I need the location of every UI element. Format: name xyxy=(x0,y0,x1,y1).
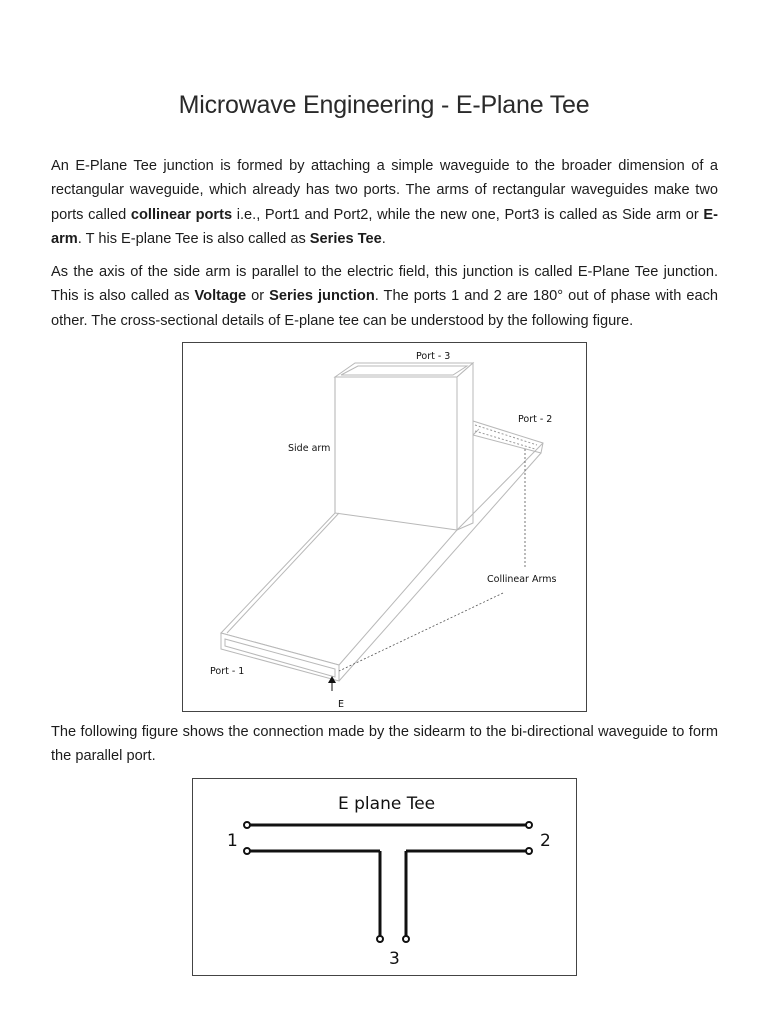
page-title: Microwave Engineering - E-Plane Tee xyxy=(178,91,590,119)
bold-term-series-junction: Series junction xyxy=(269,288,375,305)
bold-term-collinear-ports: collinear ports xyxy=(130,206,233,223)
waveguide-outline xyxy=(221,363,543,681)
paragraph-text: . The ports 1 and 2 are 180° out of phase with each other. The cross-sectional details of E-plane tee can be understood by the following figure. xyxy=(51,288,718,329)
paragraph-text: As the axis of the side arm is parallel to the electric field, this junction is called E-Plane Tee junction. This is also called as xyxy=(51,264,718,305)
paragraph-text: An E-Plane Tee junction is formed by attaching a simple waveguide to the broader dimension of a rectangular waveguide, which already has two ports. The arms of rectangular waveguides make two ports called xyxy=(51,158,718,223)
paragraph-text: . T his E-plane Tee is also called as xyxy=(77,230,310,247)
paragraph-axis xyxy=(51,260,718,333)
e-plane-tee-3d-figure xyxy=(182,342,587,712)
bold-term-e-arm: E-arm xyxy=(51,206,718,247)
label-port-1: Port - 1 xyxy=(210,666,245,677)
label-port-3: Port - 3 xyxy=(416,351,451,362)
paragraph-text: . xyxy=(381,230,386,247)
port-2-label: 2 xyxy=(540,831,551,851)
port-1-label: 1 xyxy=(227,831,238,851)
paragraph-intro xyxy=(51,154,718,251)
label-collinear-arms: Collinear Arms xyxy=(487,574,557,585)
schematic-lines xyxy=(250,825,526,936)
schematic-title: E plane Tee xyxy=(338,794,436,814)
paragraph-text: or xyxy=(246,288,270,305)
bold-term-series-tee: Series Tee xyxy=(309,230,382,247)
port-terminals xyxy=(244,822,532,942)
e-plane-tee-3d-drawing xyxy=(183,343,586,711)
e-plane-tee-schematic xyxy=(192,778,577,976)
bold-term-voltage: Voltage xyxy=(194,288,247,305)
e-plane-tee-schematic-drawing xyxy=(193,779,576,975)
paragraph-connection: The following figure shows the connection made by the sidearm to the bi-directional waveguide to form the parallel port. xyxy=(51,724,718,765)
paragraph-text: i.e., Port1 and Port2, while the new one, Port3 is called as Side arm or xyxy=(232,206,704,223)
label-e-field: E xyxy=(338,699,345,710)
port-3-label: 3 xyxy=(389,949,400,969)
label-port-2: Port - 2 xyxy=(518,414,553,425)
label-side-arm: Side arm xyxy=(288,443,331,454)
